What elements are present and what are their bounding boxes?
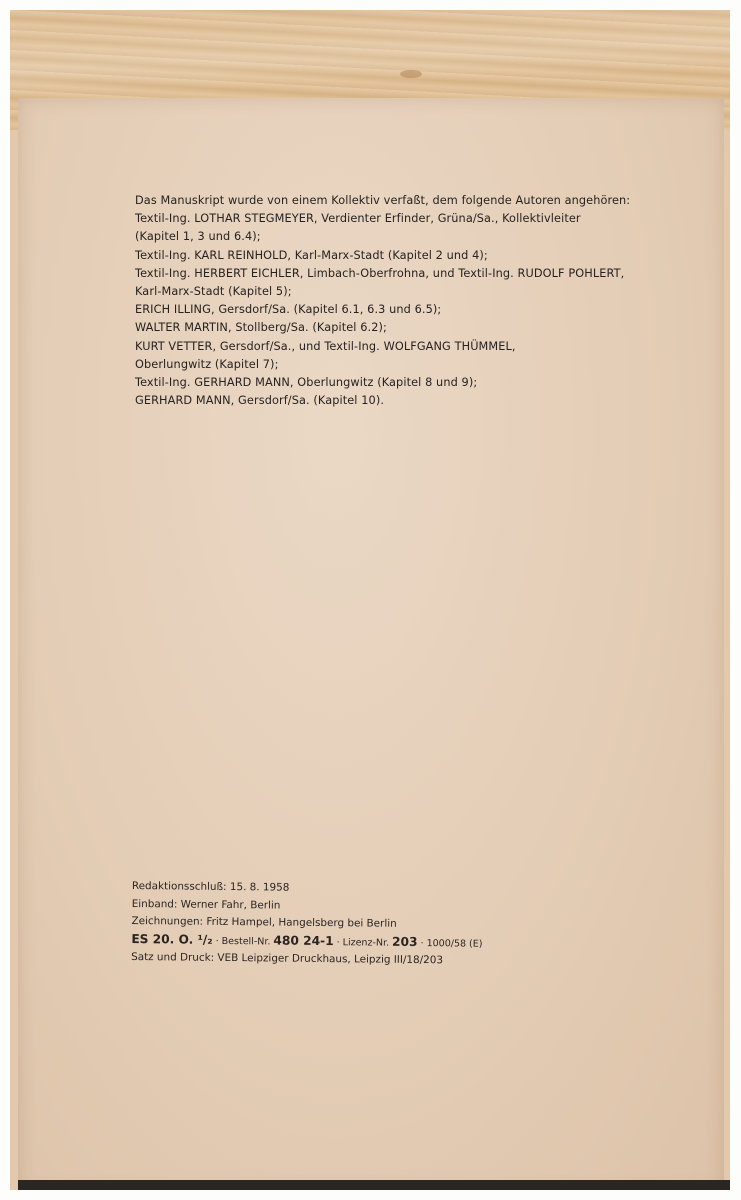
lizenz-number: 203 [392,934,418,949]
satz-und-druck: Satz und Druck: VEB Leipziger Druckhaus, Leipzig III/18/203 [131,950,444,967]
es-code: ES 20. O. ¹/₂ [131,931,213,947]
wood-knot [400,70,422,78]
einband: Einband: Werner Fahr, Berlin [131,897,281,912]
author-line: Oberlungwitz (Kapitel 7); [135,357,279,371]
author-line: (Kapitel 1, 3 und 6.4); [135,230,261,244]
author-line: KURT VETTER, Gersdorf/Sa., und Textil-Ing. WOLFGANG THÜMMEL, [135,339,516,353]
lizenz-label: · Lizenz-Nr. [333,936,393,949]
authors-block [135,192,695,410]
author-line: Textil-Ing. HERBERT EICHLER, Limbach-Oberfrohna, und Textil-Ing. RUDOLF POHLERT, [135,266,625,280]
photo-frame [10,10,730,1190]
imprint-block [131,878,692,972]
bestell-number: 480 24-1 [273,932,334,948]
author-line: ERICH ILLING, Gersdorf/Sa. (Kapitel 6.1, 6.3 und 6.5); [135,303,442,317]
author-line: Textil-Ing. GERHARD MANN, Oberlungwitz (Kapitel 8 und 9); [135,376,478,390]
author-line: Textil-Ing. LOTHAR STEGMEYER, Verdienter Erfinder, Grüna/Sa., Kollektivleiter [135,212,581,226]
authors-intro: Das Manuskript wurde von einem Kollektiv verfaßt, dem folgende Autoren angehören: [135,194,631,207]
author-line: GERHARD MANN, Gersdorf/Sa. (Kapitel 10). [135,394,385,408]
bestell-label: · Bestell-Nr. [212,935,274,947]
auflage: · 1000/58 (E) [417,937,483,950]
zeichnungen: Zeichnungen: Fritz Hampel, Hangelsberg bei Berlin [131,914,397,930]
author-line: Textil-Ing. KARL REINHOLD, Karl-Marx-Stadt (Kapitel 2 und 4); [135,248,488,262]
dark-edge-strip [18,1180,730,1190]
author-line: Karl-Marx-Stadt (Kapitel 5); [135,285,292,299]
redaktionsschluss: Redaktionsschluß: 15. 8. 1958 [131,879,290,894]
author-line: WALTER MARTIN, Stollberg/Sa. (Kapitel 6.2); [135,321,387,335]
